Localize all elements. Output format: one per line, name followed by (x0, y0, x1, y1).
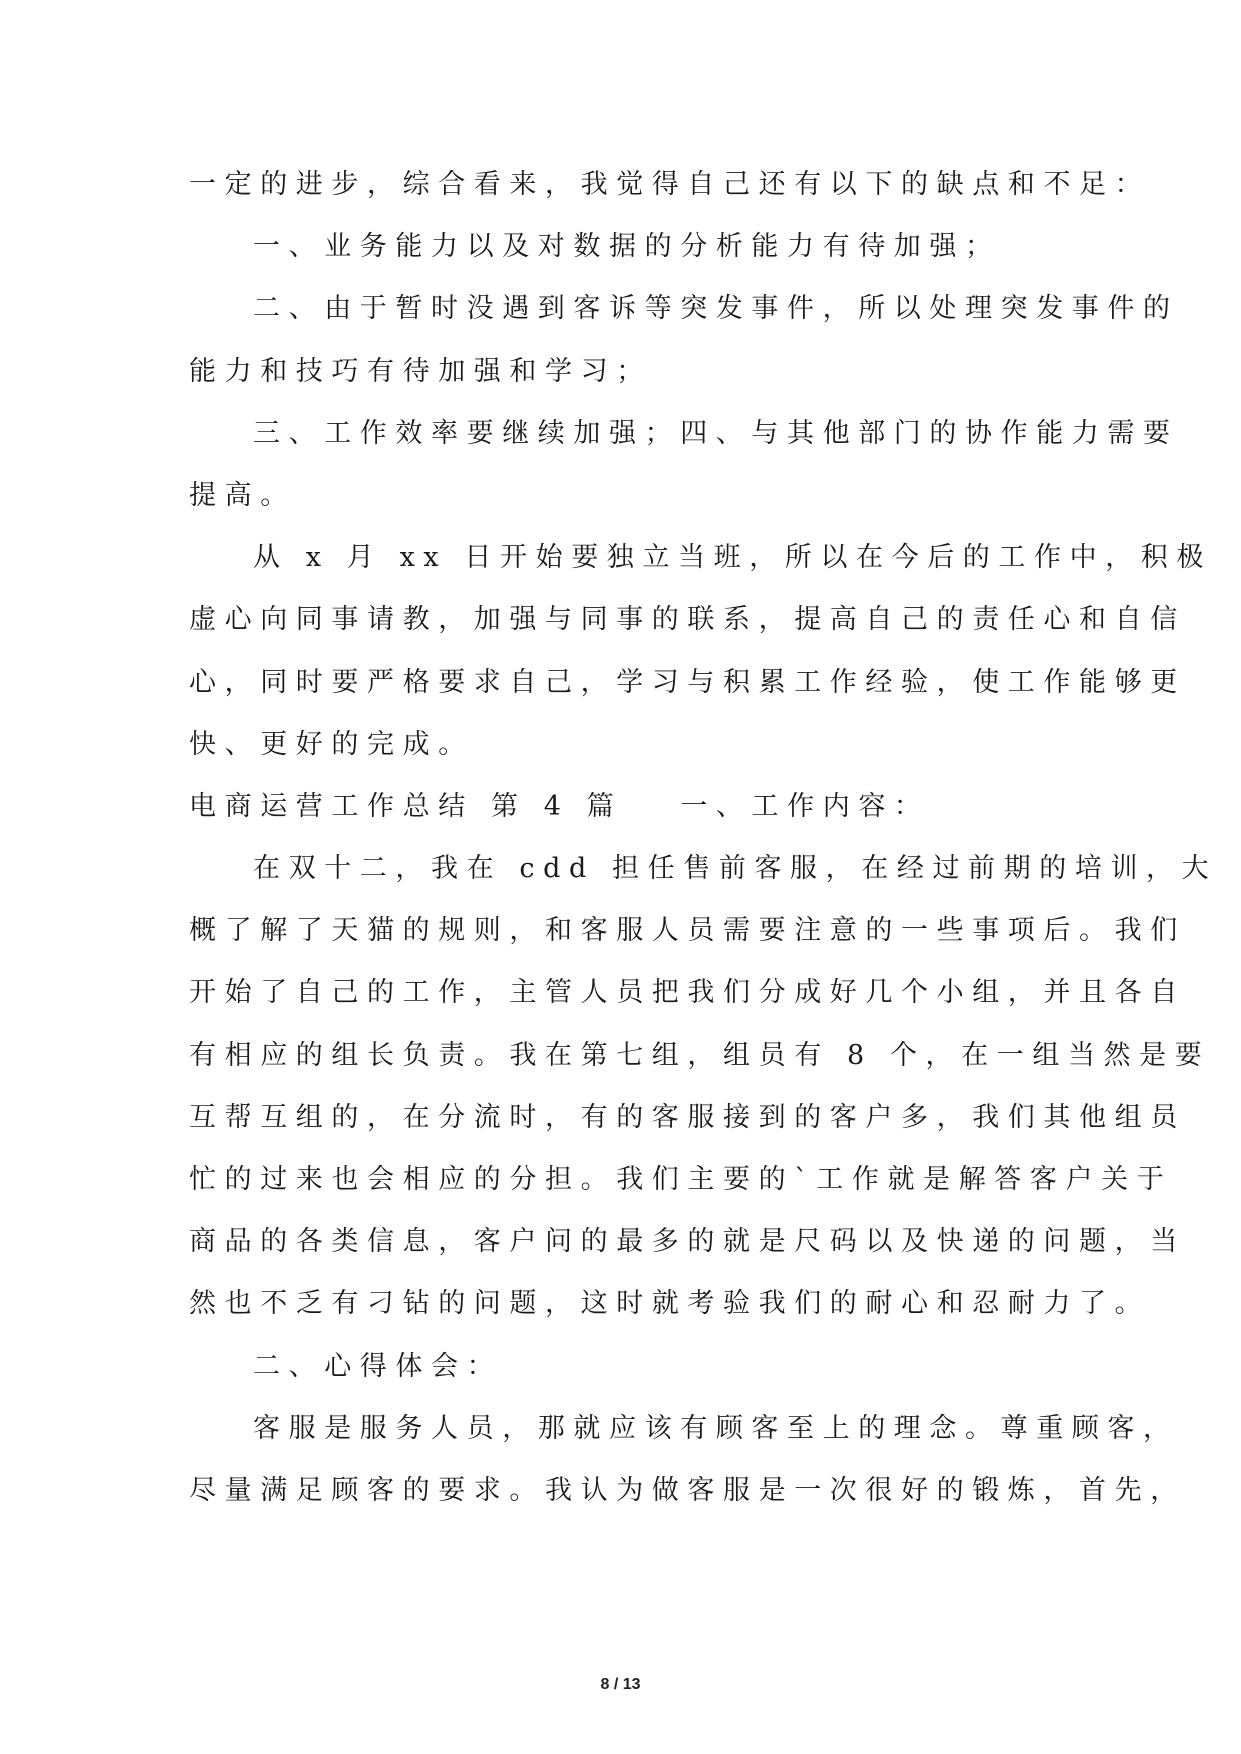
paragraph-line: 在双十二，我在 cdd 担任售前客服，在经过前期的培训，大 (253, 853, 1218, 885)
paragraph-line: 尽量满足顾客的要求。我认为做客服是一次很好的锻炼，首先， (189, 1474, 1186, 1506)
paragraph-line: 一定的进步，综合看来，我觉得自己还有以下的缺点和不足： (189, 169, 1151, 200)
paragraph-line: 从 x 月 xx 日开始要独立当班，所以在今后的工作中，积极 (253, 542, 1213, 574)
paragraph-line: 快、更好的完成。 (189, 728, 474, 760)
paragraph-line: 三、工作效率要继续加强；四、与其他部门的协作能力需要 (253, 417, 1179, 449)
paragraph-line: 开始了自己的工作，主管人员把我们分成好几个小组，并且各自 (189, 977, 1186, 1009)
paragraph-line: 忙的过来也会相应的分担。我们主要的`工作就是解答客户关于 (189, 1164, 1173, 1195)
page-number: 8 / 13 (600, 1676, 641, 1693)
section-title: 一、工作内容： (680, 790, 930, 822)
paragraph-line: 心，同时要严格要求自己，学习与积累工作经验，使工作能够更 (189, 666, 1186, 698)
paragraph-line: 提高。 (189, 479, 296, 511)
paragraph-line: 客服是服务人员，那就应该有顾客至上的理念。尊重顾客， (253, 1412, 1179, 1444)
section-heading (189, 776, 1059, 838)
paragraph-line: 有相应的组长负责。我在第七组，组员有 8 个，在一组当然是要 (189, 1039, 1211, 1071)
article-title: 电商运营工作总结 第 4 篇 (189, 790, 623, 822)
document-body (189, 154, 1218, 1522)
paragraph-line: 二、心得体会： (253, 1350, 503, 1382)
paragraph-line: 互帮互组的，在分流时，有的客服接到的客户多，我们其他组员 (189, 1101, 1186, 1133)
paragraph-line: 一、业务能力以及对数据的分析能力有待加强； (253, 231, 1001, 263)
paragraph-line: 虚心向同事请教，加强与同事的联系，提高自己的责任心和自信 (189, 604, 1186, 636)
paragraph-line: 二、由于暂时没遇到客诉等突发事件，所以处理突发事件的 (253, 293, 1179, 325)
paragraph-line: 能力和技巧有待加强和学习； (189, 355, 652, 387)
paragraph-line: 然也不乏有刁钻的问题，这时就考验我们的耐心和忍耐力了。 (189, 1288, 1151, 1320)
paragraph-line: 商品的各类信息，客户问的最多的就是尺码以及快递的问题，当 (189, 1226, 1186, 1258)
paragraph-line: 概了解了天猫的规则，和客服人员需要注意的一些事项后。我们 (189, 915, 1186, 947)
